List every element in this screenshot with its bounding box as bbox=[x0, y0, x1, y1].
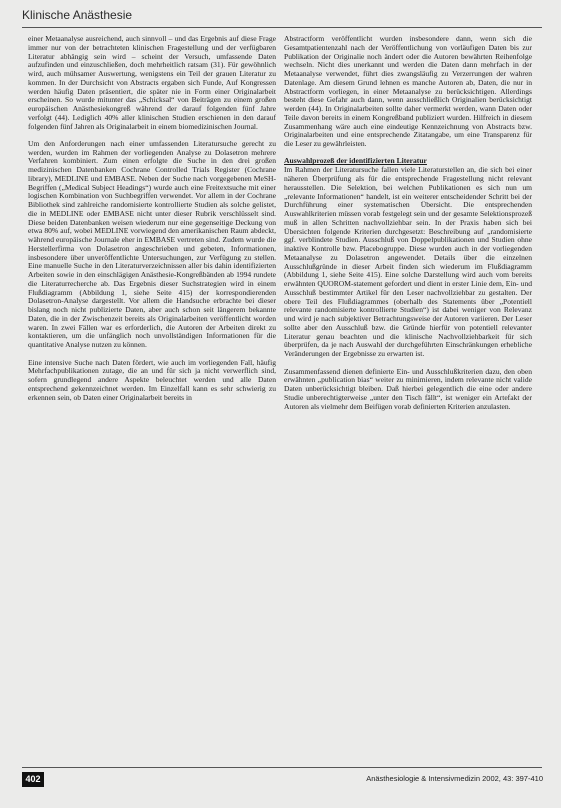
left-paragraph-2: Um den Anforderungen nach einer umfassenden Literatursuche gerecht zu werden, wurden im Rahmen der vorliegenden Analyse zu Dolasetron mehrere Verfahren kombiniert. Zum einen erfolgte die Suche in den drei großen medizinischen Datenbanken Cochrane Controlled Trials Register (Cochrane library), MEDLINE und EMBASE. Neben der Suche nach vorgegebenen MeSH-Begriffen („Medical Subject Headings“) wurde auch eine Freitextsuche mit einer logischen Kombination von Suchbegriffen verwendet. Vor allem in der Cochrane Bibliothek sind zahlreiche randomisierte kontrollierte Studien als solche gelistet, die in MEDLINE oder EMBASE nicht unter dieser Rubrik verschlüsselt sind. Diese beiden Datenbanken weisen wiederum nur eine gegenseitige Deckung von etwa 80% auf, wobei MEDLINE vorwiegend den amerikanischen Raum abdeckt, während europäische Journale eher in EMBASE vertreten sind. Zudem wurde die Herstellerfirma von Dolasetron angeschrieben und gebeten, Informationen, insbesondere über unveröffentlichte Untersuchungen, zur Verfügung zu stellen. Eine manuelle Suche in den Literaturverzeichnissen aller bis dahin identifizierten Arbeiten sowie in den einschlägigen Anästhesie-Kongreßbänden ab 1994 rundete die Literaturrecherche ab. Das Ergebnis dieser Suchstrategien wird in einem Flußdiagramm (Abbildung 1, siehe Seite 415) der korrespondierenden Dolasetron-Analyse dargestellt. Vor allem die Handsuche erbrachte bei dieser bislang noch nicht publizierte Daten, aber auch schon seit längerem bekannte Daten, die in der Zwischenzeit bereits als Originalarbeiten veröffentlicht worden waren. In zwei Fällen war es erforderlich, die Autoren der Arbeiten direkt zu kontaktieren, um die unfänglich noch unvollständigen Informationen für die quantitative Analyse nutzen zu können. bbox=[28, 138, 276, 350]
right-paragraph-3: Zusammenfassend dienen definierte Ein- und Ausschlußkriterien dazu, den oben erwähnten „publication bias“ weiter zu minimieren, indem relevante nicht valide Daten unberücksichtigt bleiben. Daß hierbei gelegentlich die eine oder andere Studie unberechtigterweise „unter den Tisch fällt“, ist weniger ein Artefakt der Autoren als vielmehr dem Beifügen vorab definierten Kriterien anzulasten. bbox=[284, 366, 532, 411]
running-header-title: Klinische Anästhesie bbox=[22, 8, 133, 22]
page-number: 402 bbox=[22, 772, 44, 787]
left-paragraph-3: Eine intensive Suche nach Daten fördert, wie auch im vorliegenden Fall, häufig Mehrfachpublikationen zutage, die an und für sich ja nicht verwerflich sind, sofern grundlegend andere Aspekte beleuchtet werden und alle Daten entsprechend gekennzeichnet werden. Im Einzelfall kann es sehr schwierig zu erkennen sein, ob Daten einer Originalarbeit bereits in bbox=[28, 357, 276, 402]
journal-citation: Anästhesiologie & Intensivmedizin 2002, 43: 397-410 bbox=[366, 774, 543, 783]
footer-rule bbox=[22, 767, 542, 768]
right-text-column bbox=[284, 35, 532, 420]
header-rule bbox=[22, 27, 542, 28]
section-heading: Auswahlprozeß der identifizierten Literatur bbox=[284, 156, 427, 166]
right-paragraph-2: Im Rahmen der Literatursuche fallen viele Literaturstellen an, die sich bei einer näheren Überprüfung als für die entsprechende Fragestellung nicht relevant herausstellen. Die Selektion, bei welchen Publikationen es sich nun um „relevante Informationen“ handelt, ist ein weiterer entscheidender Schritt bei der Durchführung einer systematischen Übersicht. Die entsprechenden Auswahlkriterien müssen vorab festgelegt sein und der gesamte Selektionsprozeß muß in allen Schritten nachvollziehbar sein. In der Praxis haben sich bei Übersichten folgende Kriterien durchgesetzt: Beschreibung auf „randomisierte ggf. verblindete Studien. Ausschluß von Doppelpublikationen und Studien ohne inaktive Kontrolle bzw. Placebogruppe. Diese wurden auch in der vorliegenden Metaanalyse zu Dolasetron angewendet. Details über die einzelnen Ausschlußgründe in dieser Arbeit finden sich wiederum im Flußdiagramm (Abbildung 1, siehe Seite 415). Eine solche Darstellung wird auch vom bereits erwähnten QUOROM-statement gefordert und dient in erster Linie dem, Ein- und Ausschluß bestimmter Artikel für den Leser nachvollziehbar zu gestalten. Der obere Teil des Flußdiagrammes (oberhalb des Statements über „Potentiell relevante randomisierte kontrollierte Studien“) ist dabei weniger von Relevanz und wird je nach subjektiver Betrachtungsweise der Autoren variieren. Der Leser sollte aber den Ausschluß bzw. die Gründe hierfür von potentiell relevanter Literatur genau beachten und die klinische Nachvollziehbarkeit für sich überprüfen, da je nach Auswahl der durchgeführten Einschränkungen erhebliche Veränderungen der Ergebnisse zu erwarten ist. bbox=[284, 165, 532, 359]
left-text-column bbox=[28, 35, 276, 411]
left-paragraph-1: einer Metaanalyse ausreichend, auch sinnvoll – und das Ergebnis auf diese Frage immer nur von der betrachteten klinischen Fragestellung und der verfügbaren Literatur abhängig sein wird – scheint der Versuch, umfassende Daten aufzufinden und einzuschließen, doch mehrheitlich ratsam (31). Für gewöhnlich wird, auch mühsamer Auswertung, wenigstens ein Teil der grauen Literatur zu kommen. In der Durchsicht von Abstracts ergaben sich Funde, Auf Kongressen werden häufig Daten präsentiert, die später nie in Form einer Originalarbeit erscheinen. So wurde mitunter das „Schicksal“ von Beiträgen zu einem großen europäischen Anästhesiekongreß während der darauf folgenden fünf Jahre verfolgt (44). Lediglich 40% aller klinischen Studien erschienen in den darauf folgenden fünf Jahren als Originalarbeit in einem biomedizinischen Journal. bbox=[28, 34, 276, 131]
right-paragraph-1: Abstractform veröffentlicht wurden insbesondere dann, wenn sich die Gesamtpatientenzahl nach der Veröffentlichung von vorläufigen Daten bis zur Publikation der Originalie noch ändert oder die Autoren bewährten Reihenfolge wechseln. Nicht dies unerkannt und werden die Daten dann mehrfach in der Metaanalyse verwendet, führt dies zwangsläufig zu Verzerrungen der wahren Datenlage. Am diesem Grund lehnen es manche Autoren ab, Daten, die nur in Abstractform vorliegen, in einer Metaanalyse zu berücksichtigen. Allerdings besteht diese Gefahr auch dann, wenn ausschließlich Originalien berücksichtigt werden (44). In Originalarbeiten sollte daher vermerkt werden, wann Daten oder Teile davon bereits in einem Kongreßband publiziert wurden. Hilfreich in diesem Zusammenhang wäre auch eine eindeutige Kennzeichnung von Abstracts bzw. Originalarbeiten und eine entsprechende Zitatangabe, um eine Transparenz für die Leser zu gewährleisten. bbox=[284, 34, 532, 148]
